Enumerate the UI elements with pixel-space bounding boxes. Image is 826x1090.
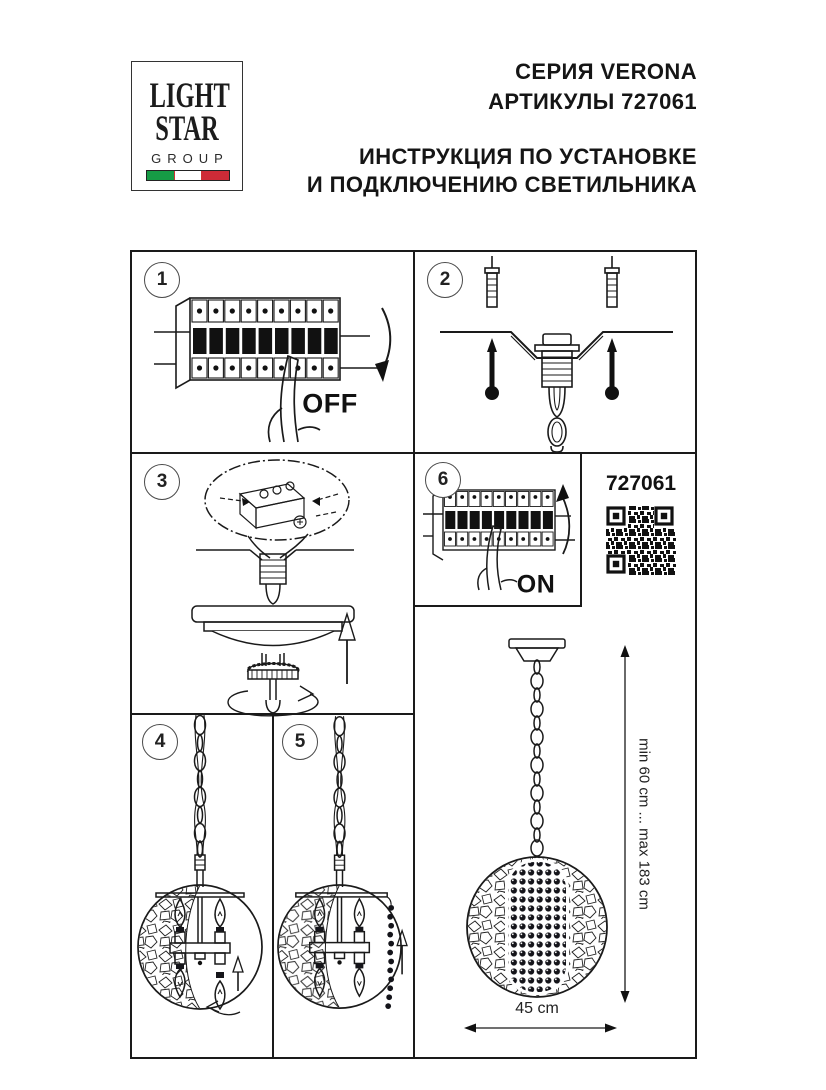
instruction-grid bbox=[130, 250, 697, 1059]
circuit-breaker-off-diagram bbox=[146, 280, 406, 450]
pointing-finger-icon bbox=[478, 526, 517, 590]
pendant-bulb-install-diagram bbox=[132, 715, 272, 1057]
terminal-block-icon bbox=[220, 482, 338, 528]
diameter-label: 45 cm bbox=[515, 1000, 559, 1017]
bulb-socket-icon bbox=[216, 972, 224, 978]
article-number: 727061 bbox=[606, 472, 677, 495]
articles-line: АРТИКУЛЫ 727061 bbox=[488, 89, 697, 114]
height-range-label: min 60 cm ... max 183 cm bbox=[635, 738, 653, 910]
step-6-badge: 6 bbox=[425, 462, 461, 498]
italian-flag-icon bbox=[146, 170, 230, 181]
logo-word-group: GROUP bbox=[151, 151, 229, 166]
wall-plug-icon bbox=[485, 256, 499, 307]
step-2-badge: 2 bbox=[427, 262, 463, 298]
step-1-badge: 1 bbox=[144, 262, 180, 298]
wall-plug-icon bbox=[605, 256, 619, 307]
series-title: СЕРИЯ VERONA bbox=[515, 59, 697, 84]
header bbox=[307, 57, 697, 199]
qr-code-icon bbox=[606, 506, 676, 576]
instruction-title-line2: И ПОДКЛЮЧЕНИЮ СВЕТИЛЬНИКА bbox=[306, 172, 697, 197]
bead-strand-icon bbox=[385, 905, 394, 1009]
step6-box-border bbox=[580, 452, 582, 607]
pendant-bead-strand-diagram bbox=[274, 715, 413, 1057]
logo-word-light: LIGHT bbox=[149, 75, 230, 115]
step-4-badge: 4 bbox=[142, 724, 178, 760]
step-5-badge: 5 bbox=[282, 724, 318, 760]
lightstar-logo bbox=[131, 61, 243, 191]
off-label: OFF bbox=[302, 388, 358, 419]
on-label: ON bbox=[516, 570, 556, 599]
instruction-title-line1: ИНСТРУКЦИЯ ПО УСТАНОВКЕ bbox=[359, 144, 697, 169]
logo-word-star: STAR bbox=[155, 108, 219, 148]
step-3-badge: 3 bbox=[144, 464, 180, 500]
dimensions-diagram bbox=[415, 607, 697, 1057]
